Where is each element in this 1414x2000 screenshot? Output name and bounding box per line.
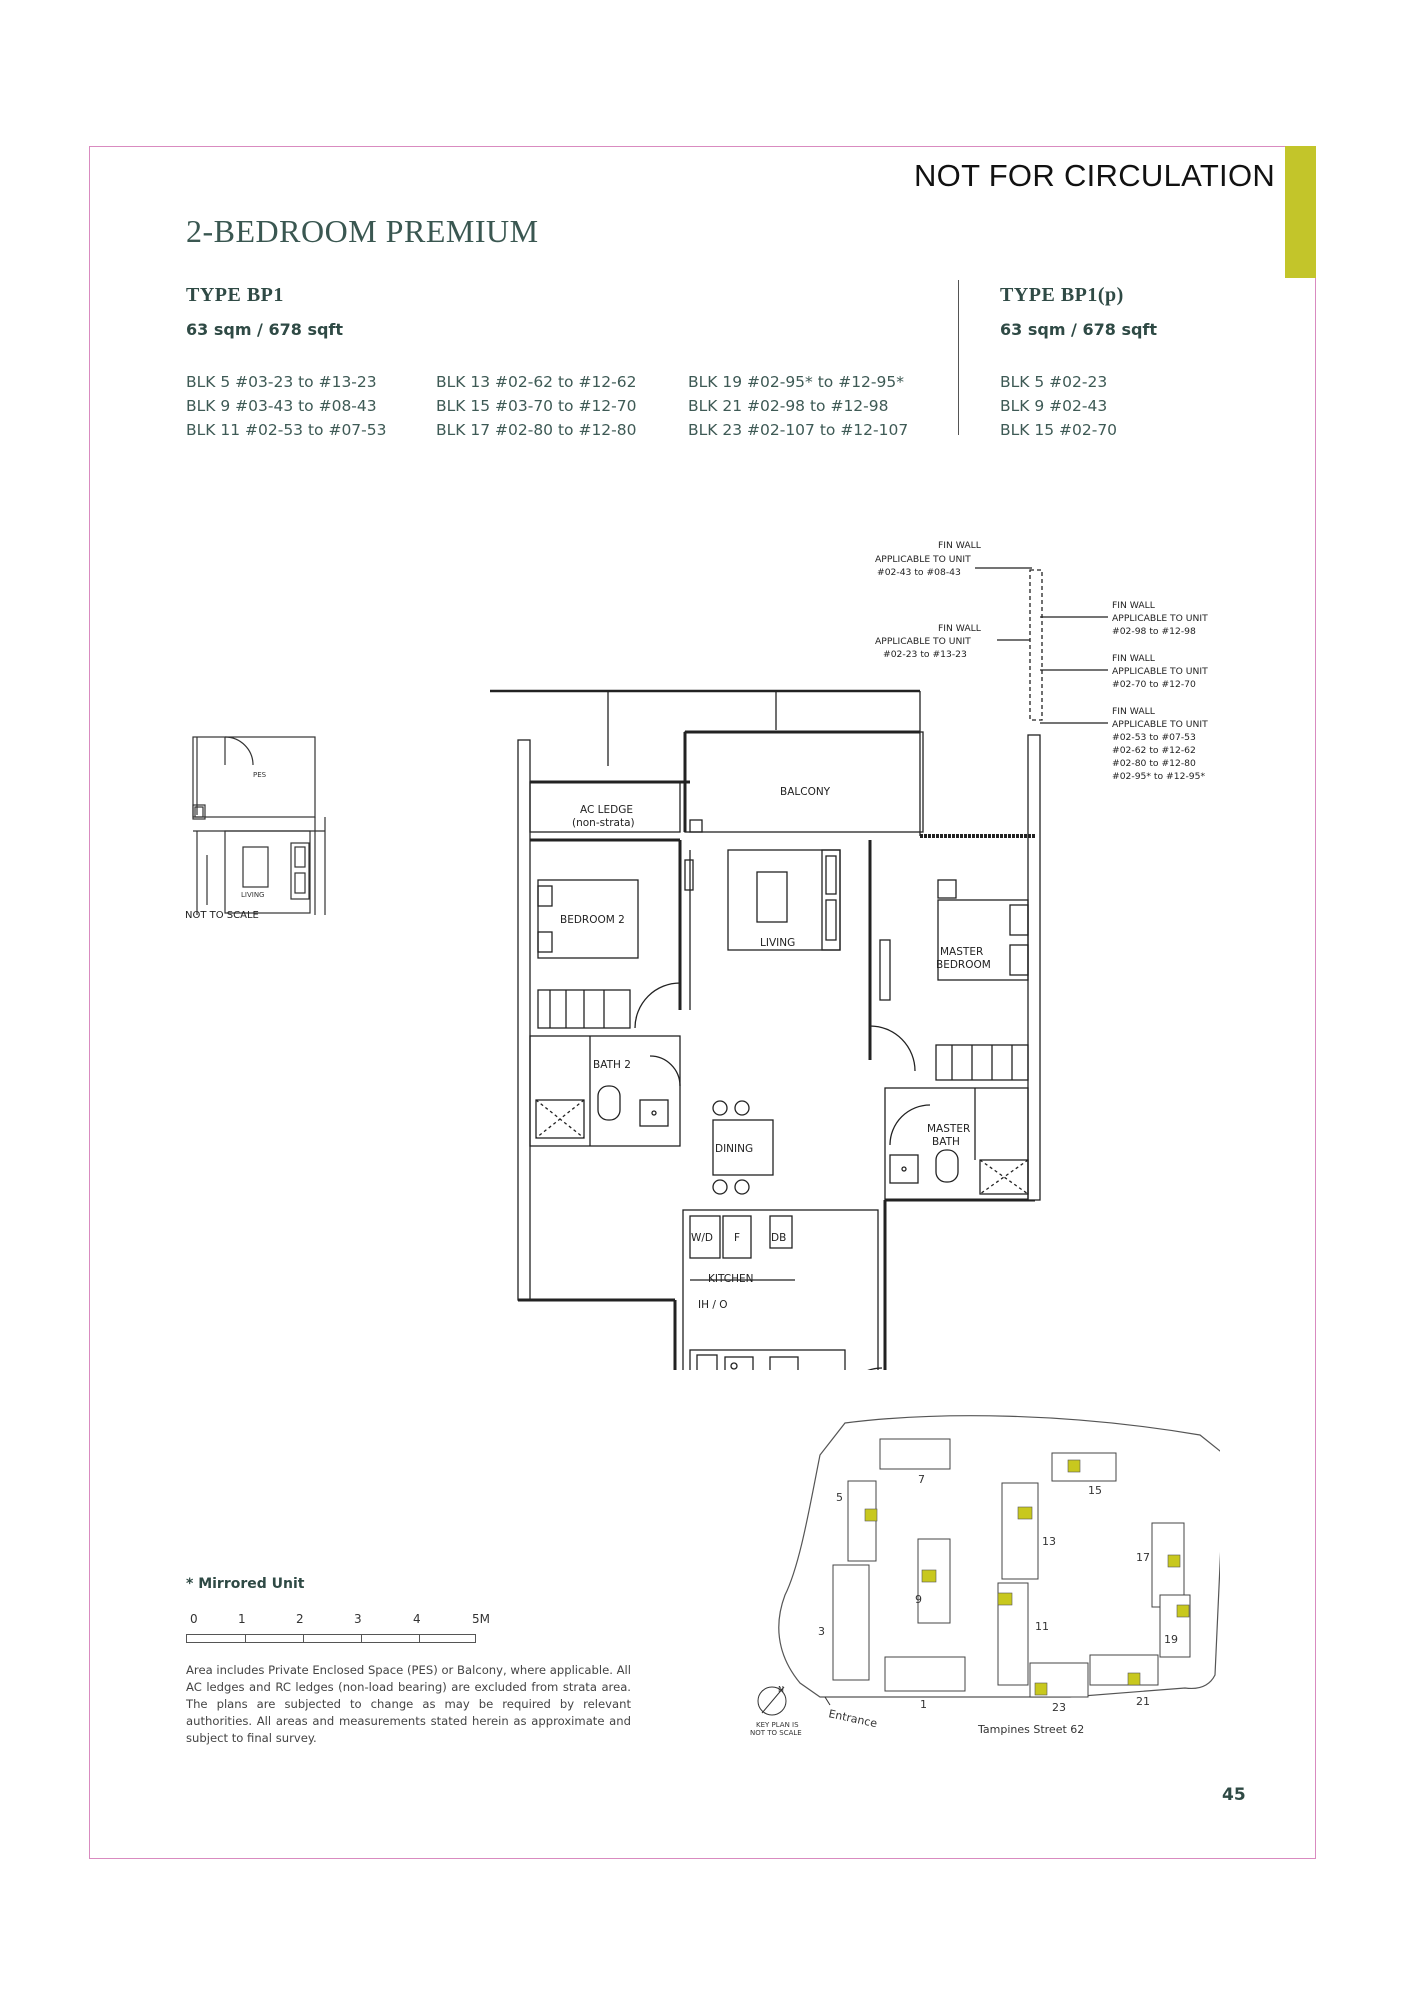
room-master-bath-1: MASTER	[927, 1123, 971, 1135]
block-label-15: 15	[1088, 1484, 1102, 1497]
type-bp1p-name: TYPE BP1(p)	[1000, 284, 1124, 306]
scale-tick-label: 0	[190, 1612, 198, 1626]
unit-range: BLK 9 #02-43	[1000, 397, 1108, 415]
fin-wall-3-units: #02-98 to #12-98	[1112, 626, 1196, 637]
fin-wall-3-l1: FIN WALL	[1112, 600, 1155, 611]
type-bp1p-units	[1000, 370, 1117, 442]
disclaimer: Area includes Private Enclosed Space (PES) or Balcony, where applicable. All AC ledges and RC ledges (non-load bearing) are excluded from strata area. The plans are subjected to change as may be required by relevant authorities. All areas and measurements stated herein as approximate and subject to final survey.	[186, 1663, 631, 1745]
block-label-21: 21	[1136, 1695, 1150, 1708]
room-bedroom-2: BEDROOM 2	[560, 914, 625, 926]
block-label-7: 7	[918, 1473, 925, 1486]
scale-labels	[186, 1612, 490, 1630]
fin-wall-5-units-4: #02-95* to #12-95*	[1112, 771, 1206, 782]
fin-wall-5-l2: APPLICABLE TO UNIT	[1112, 719, 1208, 730]
room-fridge: F	[734, 1232, 741, 1244]
unit-range: BLK 5 #03-23 to #13-23	[186, 373, 377, 391]
fin-wall-1-l1: FIN WALL	[938, 540, 981, 551]
type-bp1-units-col3	[688, 370, 908, 442]
room-ih-o: IH / O	[698, 1299, 728, 1311]
unit-range: BLK 15 #03-70 to #12-70	[436, 397, 637, 415]
fin-wall-4-l1: FIN WALL	[1112, 653, 1155, 664]
block-label-1: 1	[920, 1698, 927, 1711]
unit-range: BLK 21 #02-98 to #12-98	[688, 397, 889, 415]
key-plan-note-1: KEY PLAN IS	[756, 1721, 799, 1729]
type-bp1-units-col1	[186, 370, 386, 442]
unit-range: BLK 17 #02-80 to #12-80	[436, 421, 637, 439]
unit-range: BLK 23 #02-107 to #12-107	[688, 421, 909, 439]
room-db: DB	[771, 1232, 787, 1244]
room-master-bedroom-2: BEDROOM	[936, 959, 991, 971]
pes-inset-living-label: LIVING	[241, 891, 265, 899]
block-label-19: 19	[1164, 1633, 1178, 1646]
accent-bar	[1285, 146, 1316, 278]
fin-wall-2-units: #02-23 to #13-23	[883, 649, 967, 660]
unit-range: BLK 9 #03-43 to #08-43	[186, 397, 377, 415]
scale-tick-label: 3	[354, 1612, 362, 1626]
scale-tick-label: 1	[238, 1612, 246, 1626]
unit-range: BLK 19 #02-95* to #12-95*	[688, 373, 904, 391]
floor-plan	[480, 540, 1250, 1370]
block-label-3: 3	[818, 1625, 825, 1638]
room-balcony: BALCONY	[780, 786, 831, 798]
type-bp1-area: 63 sqm / 678 sqft	[186, 320, 344, 339]
fin-wall-5-units-1: #02-53 to #07-53	[1112, 732, 1196, 743]
fin-wall-4-l2: APPLICABLE TO UNIT	[1112, 666, 1208, 677]
room-dining: DINING	[715, 1143, 754, 1155]
room-kitchen: KITCHEN	[708, 1273, 754, 1285]
key-plan-street: Tampines Street 62	[978, 1723, 1085, 1736]
key-plan-entrance: Entrance	[827, 1707, 879, 1731]
unit-range: BLK 15 #02-70	[1000, 421, 1118, 439]
room-ac-ledge-note: (non-strata)	[572, 817, 635, 829]
key-plan-note-2: NOT TO SCALE	[750, 1729, 802, 1737]
circulation-notice: NOT FOR CIRCULATION	[914, 158, 1276, 193]
fin-wall-1-l2: APPLICABLE TO UNIT	[875, 554, 971, 565]
pes-inset-pes-label: PES	[253, 771, 267, 779]
type-divider	[958, 280, 959, 435]
fin-wall-4-units: #02-70 to #12-70	[1112, 679, 1196, 690]
block-label-13: 13	[1042, 1535, 1056, 1548]
unit-range: BLK 13 #02-62 to #12-62	[436, 373, 637, 391]
block-label-23: 23	[1052, 1701, 1066, 1714]
mirrored-unit-legend: * Mirrored Unit	[186, 1576, 305, 1592]
key-plan	[740, 1415, 1220, 1755]
pes-inset	[185, 735, 335, 920]
fin-wall-2-l1: FIN WALL	[938, 623, 981, 634]
room-master-bath-2: BATH	[932, 1136, 960, 1148]
type-bp1p-area: 63 sqm / 678 sqft	[1000, 320, 1158, 339]
room-bath-2: BATH 2	[593, 1059, 631, 1071]
block-label-17: 17	[1136, 1551, 1150, 1564]
fin-wall-5-l1: FIN WALL	[1112, 706, 1155, 717]
room-master-bedroom-1: MASTER	[940, 946, 984, 958]
fin-wall-3-l2: APPLICABLE TO UNIT	[1112, 613, 1208, 624]
room-ac-ledge: AC LEDGE	[580, 804, 634, 816]
unit-range: BLK 11 #02-53 to #07-53	[186, 421, 387, 439]
pes-inset-not-to-scale: NOT TO SCALE	[185, 910, 259, 920]
scale-tick-label: 5M	[472, 1612, 490, 1626]
room-wd: W/D	[691, 1232, 714, 1244]
fin-wall-1-units: #02-43 to #08-43	[877, 567, 961, 578]
north-icon: N	[778, 1685, 784, 1694]
scale-bar	[186, 1634, 476, 1643]
fin-wall-5-units-2: #02-62 to #12-62	[1112, 745, 1196, 756]
fin-wall-2-l2: APPLICABLE TO UNIT	[875, 636, 971, 647]
unit-range: BLK 5 #02-23	[1000, 373, 1108, 391]
scale-tick-label: 2	[296, 1612, 304, 1626]
block-label-5: 5	[836, 1491, 843, 1504]
page-number: 45	[1222, 1785, 1246, 1805]
room-living: LIVING	[760, 937, 796, 949]
block-label-11: 11	[1035, 1620, 1049, 1633]
page-title: 2-BEDROOM PREMIUM	[186, 213, 539, 249]
type-bp1-units-col2	[436, 370, 636, 442]
fin-wall-5-units-3: #02-80 to #12-80	[1112, 758, 1196, 769]
scale-tick-label: 4	[413, 1612, 421, 1626]
type-bp1-name: TYPE BP1	[186, 284, 284, 306]
block-label-9: 9	[915, 1593, 922, 1606]
